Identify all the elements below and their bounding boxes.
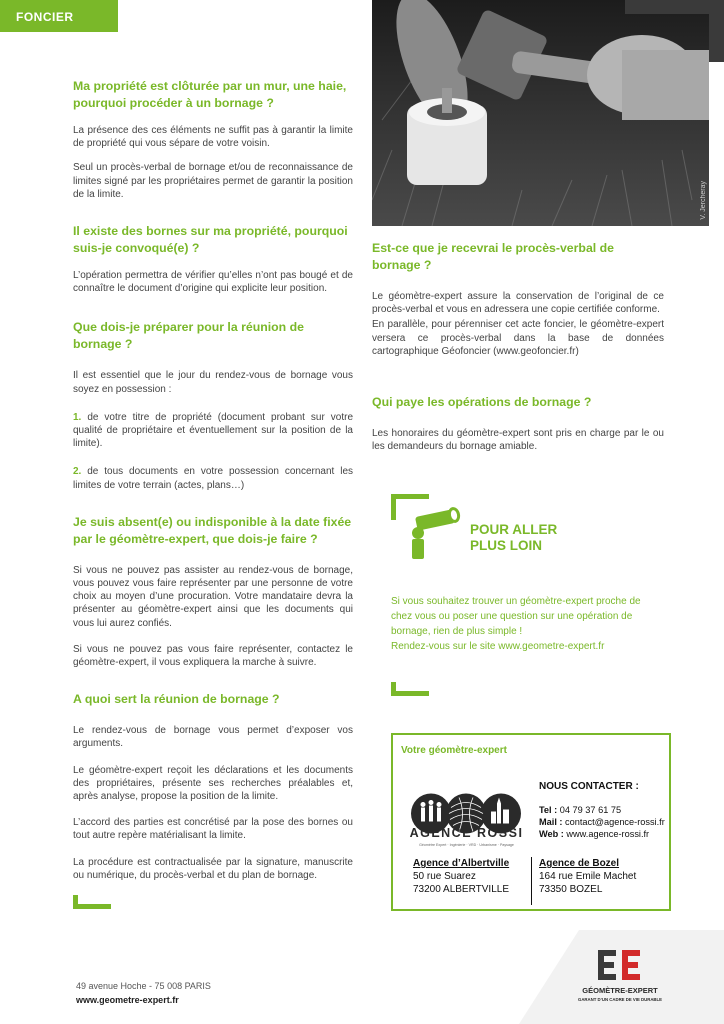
agency-name: Agence de Bozel [539,858,620,869]
paragraph: Seul un procès-verbal de bornage et/ou de reconnaissance de limites signé par les propriétaires permet de garantir la position de la limite. [73,162,353,200]
further-text-line: Si vous souhaitez trouver un géomètre-expert proche de [391,596,641,607]
section-title: A quoi sert la réunion de bornage ? [73,692,280,707]
section-title: Que dois-je préparer pour la réunion de bornage ? [73,320,304,352]
contact-mail [539,817,665,827]
contact-tel [539,805,621,815]
section-title: Il existe des bornes sur ma propriété, pourquoi suis-je convoqué(e) ? [73,224,348,256]
section-title: Je suis absent(e) ou indisponible à la date fixée par le géomètre-expert, que dois-je faire ? [73,514,352,546]
tel-label: Tel : [539,805,560,815]
expert-box [391,733,671,911]
list-number: 2. [73,466,82,478]
contact-heading: NOUS CONTACTER : [539,781,639,792]
expert-box-title: Votre géomètre-expert [401,745,507,756]
logo-name: AGENCE ROSSI [409,826,524,840]
contact-web [539,829,649,839]
agency-divider [531,857,532,905]
footer-address: 49 avenue Hoche - 75 008 PARIS [76,981,211,991]
org-name: GÉOMÈTRE-EXPERT [582,986,658,995]
corner-bracket [73,895,111,909]
section-title: Est-ce que je recevrai le procès-verbal de bornage ? [372,241,614,272]
photo-credit: V. Jercheray [700,181,707,220]
agency-albertville [413,857,509,896]
hero-photo [372,0,709,226]
binoculars-icon [410,505,462,561]
agency-name: Agence d’Albertville [413,858,510,869]
web-label: Web : [539,829,567,839]
further-link[interactable]: Rendez-vous sur le site www.geometre-expert.fr [391,641,605,652]
section-title: Qui paye les opérations de bornage ? [372,395,592,410]
geometre-expert-logo [596,948,642,982]
web-value[interactable]: www.agence-rossi.fr [566,829,650,839]
list-item [73,465,353,491]
agency-city: 73350 BOZEL [539,884,603,895]
paragraph: Si vous ne pouvez pas assister au rendez-vous de bornage, vous pouvez vous faire représenter par une personne de votre choix au moyen d’une procuration. Votre mandataire devra la présenter au géomètre-expert ainsi que les documents qui vous lui aurez confiés. [73,564,353,629]
paragraph: L’accord des parties est concrétisé par la pose des bornes ou tout autre repère matérialisant la limite. [73,817,353,842]
paragraph: Le géomètre-expert reçoit les déclarations et les documents des propriétaires, présente ses recherches préalables et, après analyse, propose la position de la limite. [73,764,353,803]
paragraph: La procédure est contractualisée par la signature, manuscrite ou numérique, du procès-verbal et du plan de bornage. [73,856,353,881]
paragraph: Les honoraires du géomètre-expert sont pris en charge par le ou les demandeurs du bornage amiable. [372,428,664,453]
mail-value[interactable]: contact@agence-rossi.fr [565,817,665,827]
agence-rossi-logo [409,777,524,852]
agency-bozel [539,857,636,896]
paragraph: L’opération permettra de vérifier qu’elles n’ont pas bougé et de connaître le document d’origine qui explicite leur position. [73,270,353,295]
paragraph: Il est essentiel que le jour du rendez-vous de bornage vous soyez en possession : [73,370,353,395]
hammer-boundary-marker-image [372,0,709,226]
left-column [73,78,353,893]
paragraph: En parallèle, pour pérenniser cet acte foncier, le géomètre-expert versera ce procès-verbal dans la base de données cartographique Géofoncier (www.geofoncier.fr) [372,319,664,357]
further-title-line: POUR ALLER [470,522,558,537]
org-slogan: GARANT D’UN CADRE DE VIE DURABLE [577,997,663,1002]
list-number: 1. [73,411,82,423]
list-text: de votre titre de propriété (document probant sur votre qualité de propriétaire et éventuellement sur la position de la limite). [73,411,353,450]
further-text-line: bornage, rien de plus simple ! [391,626,523,637]
paragraph: Le rendez-vous de bornage vous permet d’exposer vos arguments. [73,725,353,750]
paragraph: Si vous ne pouvez pas vous faire représenter, contactez le géomètre-expert, il vous expliquera la marche à suivre. [73,643,353,669]
section-title: Ma propriété est clôturée par un mur, une haie, pourquoi procéder à un bornage ? [73,79,347,110]
corner-bracket [391,682,429,696]
corner-decoration-vertical [709,0,724,62]
right-column [372,240,664,464]
further-title [470,522,557,554]
list-text: de tous documents en votre possession concernant les limites de votre terrain (actes, plans…) [73,466,353,491]
paragraph: La présence des ces éléments ne suffit pas à garantir la limite de propriété qui vous sépare de votre voisin. [73,125,353,150]
agency-street: 164 rue Emile Machet [539,871,637,882]
section-tag: FONCIER [0,0,118,32]
mail-label: Mail : [539,817,566,827]
further-title-line: PLUS LOIN [470,538,543,553]
agency-street: 50 rue Suarez [413,871,476,882]
logo-subtitle: Géomètre Expert · Ingénierie · VRD · Urbanisme · Paysage [419,843,514,847]
agency-city: 73200 ALBERTVILLE [413,884,509,895]
footer-site-link[interactable]: www.geometre-expert.fr [76,995,179,1005]
list-item [73,411,353,451]
further-text [391,594,671,654]
paragraph: Le géomètre-expert assure la conservation de l’original de ce procès-verbal et vous en adressera une copie certifiée conforme. [372,291,664,316]
further-text-line: chez vous ou poser une question sur une opération de [391,611,633,622]
tel-value[interactable]: 04 79 37 61 75 [559,805,622,815]
